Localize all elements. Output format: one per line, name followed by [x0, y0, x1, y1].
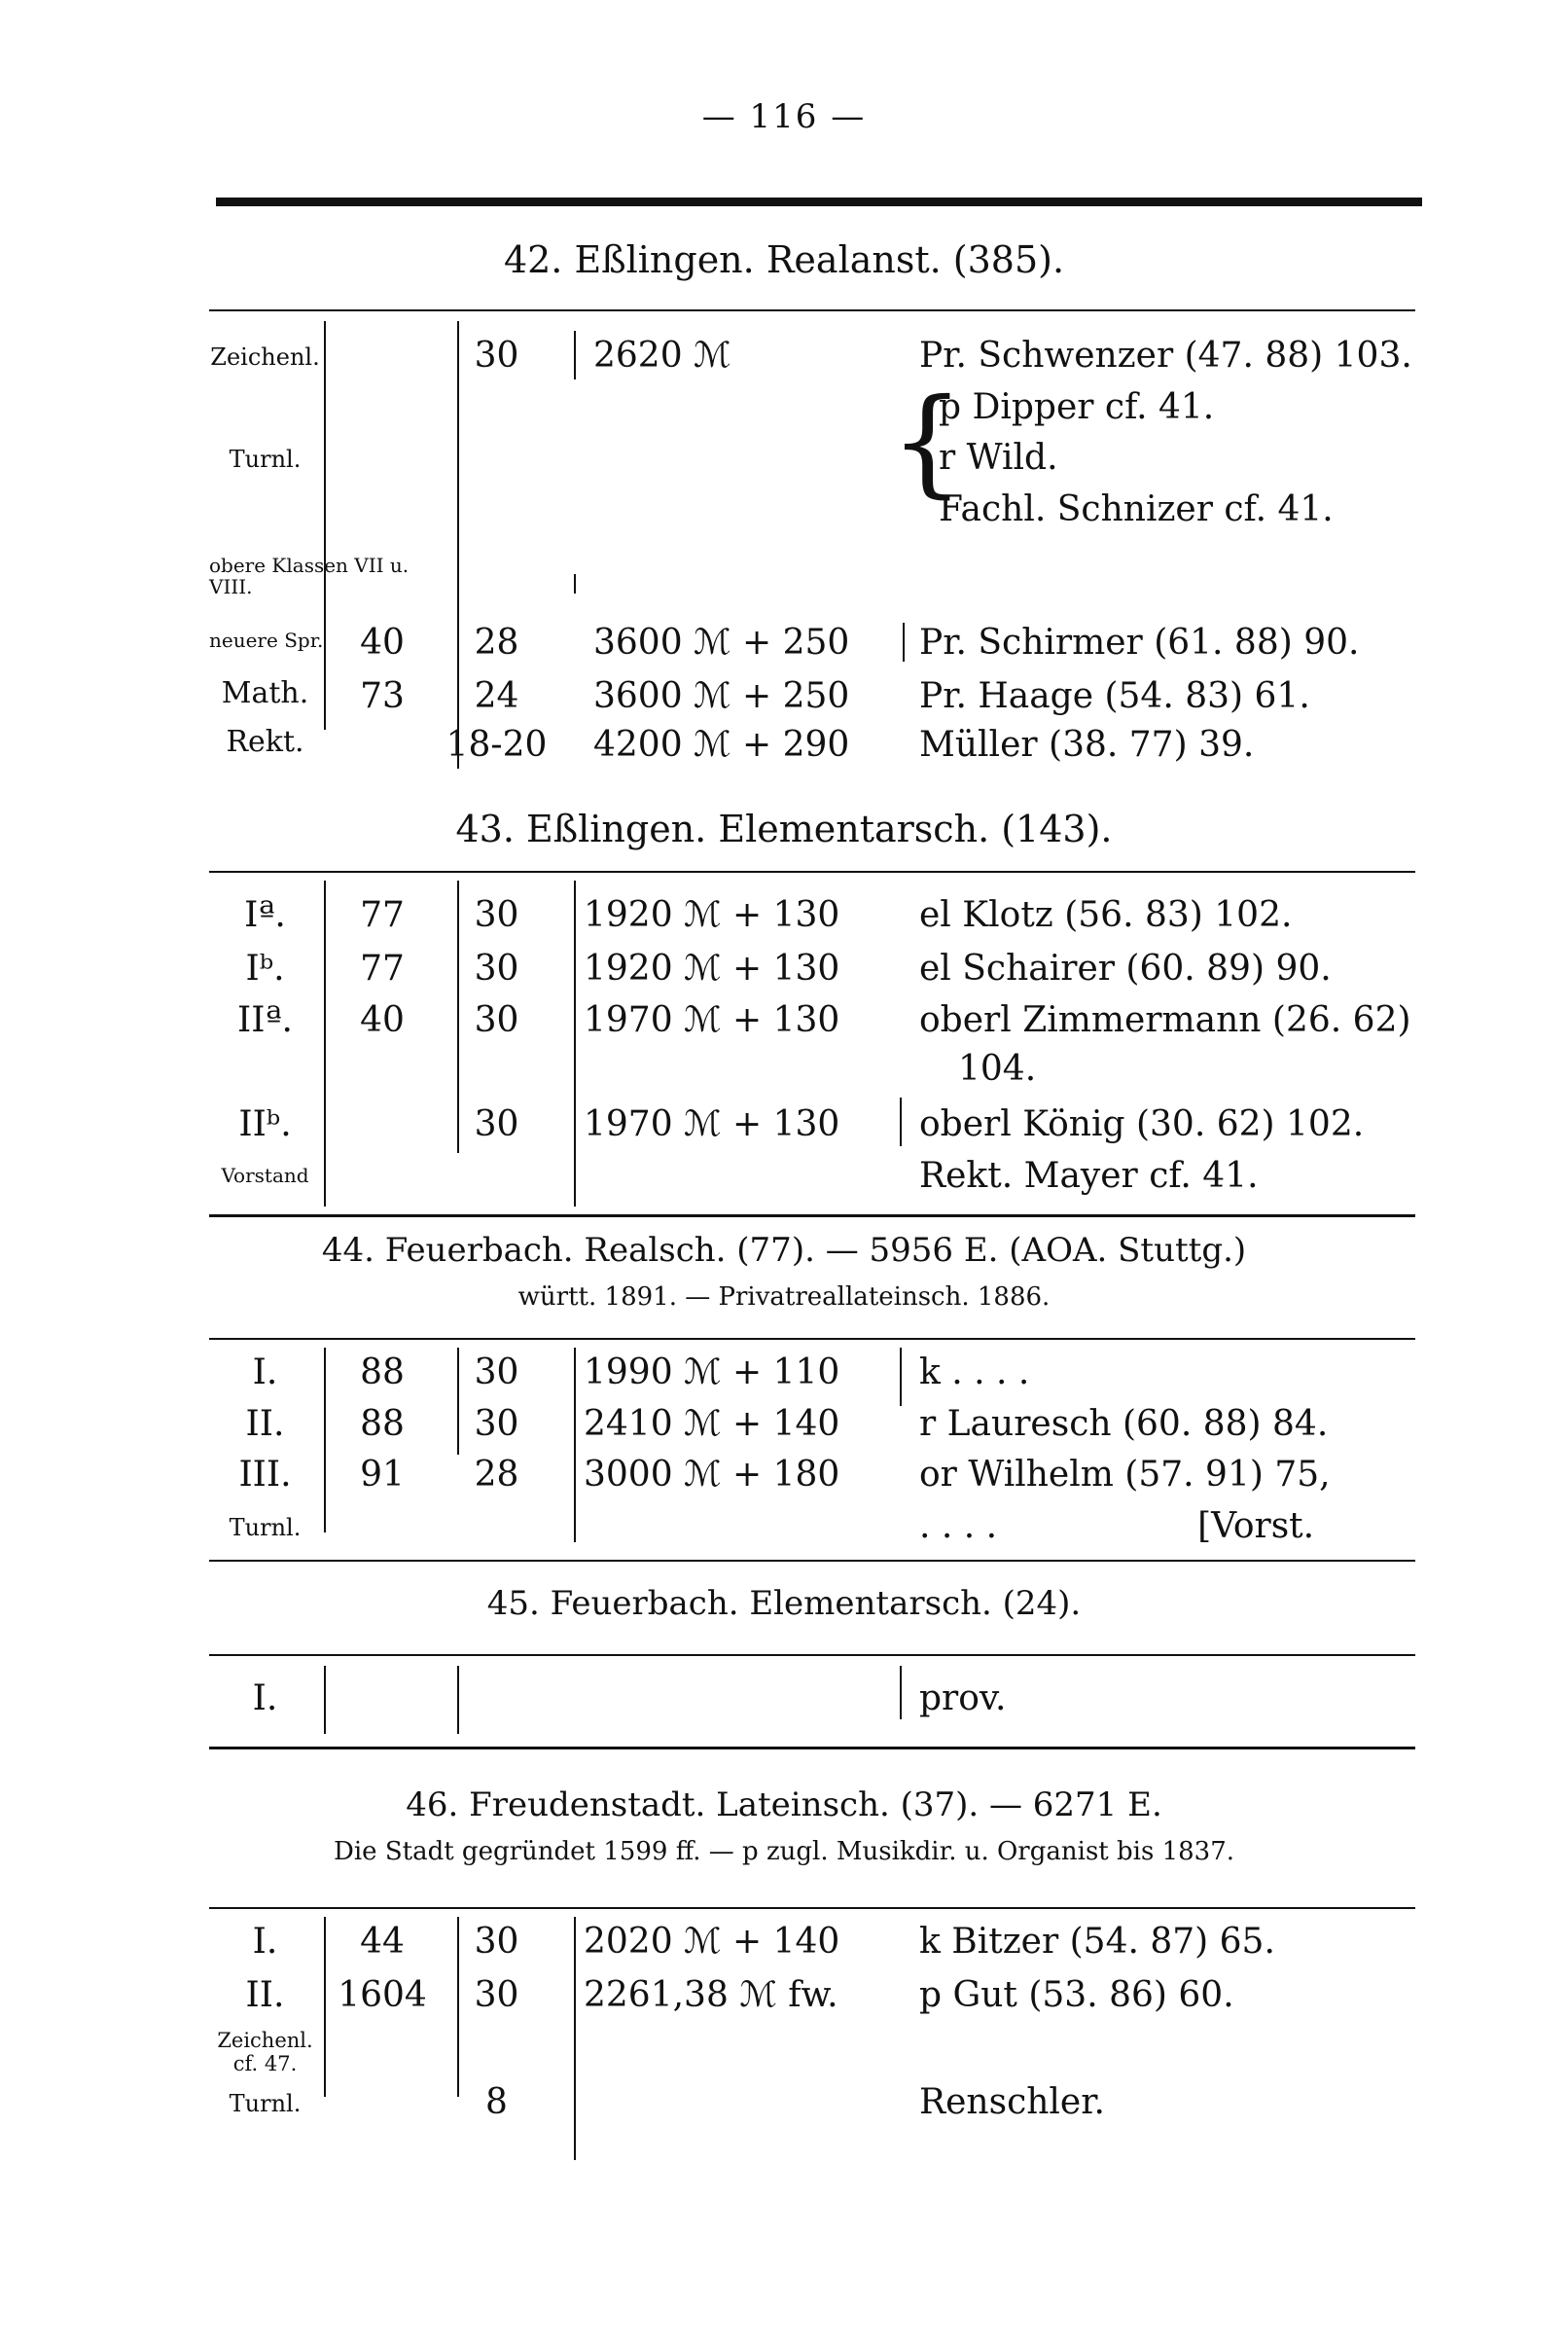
- top-rule: [216, 198, 1422, 206]
- table-row: Zeichenl. 30 2620 ℳ Pr. Schwenzer (47. 88) 103.: [210, 336, 1412, 376]
- section-46-subtitle: Die Stadt gegründet 1599 ff. — p zugl. Musikdir. u. Organist bis 1837.: [334, 1837, 1234, 1866]
- section-42-top-rule: [209, 309, 1415, 311]
- section-44-table-rule: [209, 1338, 1415, 1340]
- table-row: Zeichenl. cf. 47.: [217, 2029, 313, 2075]
- table-row: IIᵇ. 30 1970 ℳ + 130 oberl König (30. 62) 102.: [238, 1104, 1365, 1144]
- table-row: Turnl. r Wild.: [229, 438, 1058, 478]
- table-row: Iᵇ. 77 30 1920 ℳ + 130 el Schairer (60. 89) 90.: [245, 949, 1332, 989]
- table-row: III. 91 28 3000 ℳ + 180 or Wilhelm (57. 91) 75,: [238, 1455, 1331, 1495]
- table-row: Iª. 77 30 1920 ℳ + 130 el Klotz (56. 83) 102.: [244, 895, 1293, 935]
- section-44-title: 44. Feuerbach. Realsch. (77). — 5956 E. (AOA. Stuttg.): [321, 1231, 1247, 1270]
- table-row: Rekt. 18-20 4200 ℳ + 290 Müller (38. 77) 39.: [226, 725, 1255, 765]
- section-46-top-rule: [209, 1747, 1415, 1749]
- table-row: I. prov.: [252, 1678, 1007, 1718]
- table-row: Turnl. . . . . [Vorst.: [229, 1506, 1315, 1546]
- section-42-brace: {: [890, 375, 965, 510]
- table-row: Fachl. Schnizer cf. 41.: [939, 489, 1334, 529]
- section-45-title: 45. Feuerbach. Elementarsch. (24).: [486, 1584, 1082, 1623]
- table-row: 104.: [958, 1049, 1037, 1089]
- table-row: p Dipper cf. 41.: [939, 387, 1215, 427]
- table-row: II. 88 30 2410 ℳ + 140 r Lauresch (60. 88) 84.: [245, 1404, 1329, 1444]
- section-44-subtitle: württ. 1891. — Privatreallateinsch. 1886.: [517, 1282, 1051, 1312]
- page-number: — 116 —: [701, 97, 867, 136]
- section-42-title: 42. Eßlingen. Realanst. (385).: [503, 238, 1065, 281]
- table-row: neuere Spr. 40 28 3600 ℳ + 250 Pr. Schirmer (61. 88) 90.: [209, 623, 1360, 663]
- section-44-top-rule: [209, 1214, 1415, 1217]
- section-45-table-rule: [209, 1654, 1415, 1656]
- table-row: II. 1604 30 2261,38 ℳ fw. p Gut (53. 86) 60.: [245, 1975, 1234, 2015]
- table-row: Math. 73 24 3600 ℳ + 250 Pr. Haage (54. 83) 61.: [221, 676, 1310, 716]
- table-row: I. 88 30 1990 ℳ + 110 k . . . .: [252, 1352, 1030, 1392]
- section-46-title: 46. Freudenstadt. Lateinsch. (37). — 6271 E.: [406, 1785, 1162, 1824]
- table-row: Vorstand Rekt. Mayer cf. 41.: [221, 1156, 1259, 1196]
- table-row: IIª. 40 30 1970 ℳ + 130 oberl Zimmermann (26. 62): [237, 1000, 1411, 1040]
- table-row: Turnl. 8 Renschler.: [229, 2082, 1105, 2122]
- section-46-table-rule: [209, 1907, 1415, 1909]
- table-row: obere Klassen VII u. VIII.: [209, 554, 410, 598]
- section-43-top-rule: [209, 871, 1415, 873]
- table-row: I. 44 30 2020 ℳ + 140 k Bitzer (54. 87) 65.: [252, 1922, 1275, 1962]
- section-45-top-rule: [209, 1560, 1415, 1562]
- section-43-title: 43. Eßlingen. Elementarsch. (143).: [455, 808, 1113, 850]
